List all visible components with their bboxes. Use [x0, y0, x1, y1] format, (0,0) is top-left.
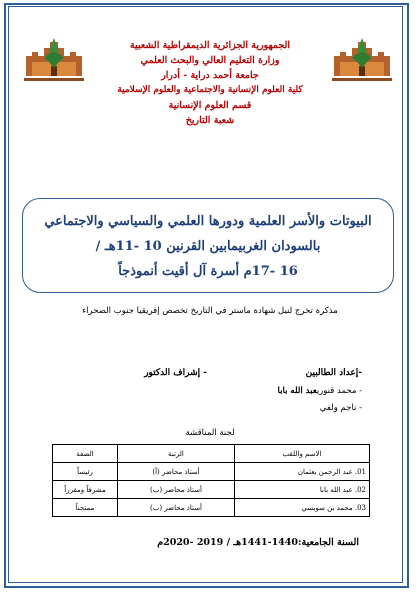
table-header-row — [53, 445, 370, 463]
header-name: الاسم واللقب — [235, 445, 370, 463]
member-rank: أستاذ محاضر (أ) — [118, 463, 235, 481]
member-rank: أستاذ محاضر (ب) — [118, 481, 235, 499]
student-name-2: - ناجم ولفي — [319, 403, 362, 413]
member-rank: أستاذ محاضر (ب) — [118, 499, 235, 517]
student-row-1 — [278, 386, 362, 396]
thesis-title-line3: 16 -17م أسرة آل أقيت أنموذجاً — [118, 264, 298, 279]
member-role: ممتحناً — [53, 499, 118, 517]
thesis-title-line2: بالسودان الغربيمابين القرنين 10 -11هـ / — [95, 239, 321, 254]
header-line-ministry: وزارة التعليم العالي والبحث العلمي — [140, 55, 280, 66]
header-line-university: جامعة أحمد دراية - أدرار — [161, 70, 259, 81]
institution-header — [90, 38, 330, 128]
university-logo-icon — [330, 32, 394, 84]
header-rank: الرتبة — [118, 445, 235, 463]
student-name-1: - محمد قنوري — [316, 386, 362, 396]
thesis-title-box — [22, 198, 394, 293]
memo-description: مذكرة تخرج لنيل شهادة ماستر في التاريخ تخصص إفريقيا جنوب الصحراء — [82, 306, 338, 316]
students-label: -إعداد الطالبين — [305, 368, 362, 378]
table-row — [53, 463, 370, 481]
member-name: 01. عبد الرحمن بعثمان — [235, 463, 370, 481]
supervisor-name: عبد الله بابا — [277, 386, 317, 396]
table-row — [53, 481, 370, 499]
header-line-department: قسم العلوم الإنسانية — [168, 100, 252, 111]
header-role: الصفة — [53, 445, 118, 463]
member-role: رئيساً — [53, 463, 118, 481]
university-logo-icon — [22, 32, 86, 84]
header-line-republic: الجمهورية الجزائرية الديمقراطية الشعبية — [129, 40, 291, 51]
header-line-branch: شعبة التاريخ — [185, 115, 235, 126]
table-row — [53, 499, 370, 517]
committee-title: لجنة المناقشة — [185, 428, 235, 438]
member-name: 02. عبد الله بابا — [235, 481, 370, 499]
supervisor-label: - إشراف الدكتور — [144, 368, 207, 378]
member-role: مشرفاً ومقرراً — [53, 481, 118, 499]
academic-year: السنة الجامعية:1440-1441هـ / 2019 -2020م — [157, 537, 359, 548]
thesis-title-line1: البيوتات والأسر العلمية ودورها العلمي والسياسي والاجتماعي — [44, 214, 372, 229]
header-line-faculty: كلية العلوم الإنسانية والاجتماعية والعلوم الإسلامية — [117, 85, 303, 95]
member-name: 03. محمد بن سويسي — [235, 499, 370, 517]
committee-table — [52, 444, 370, 517]
